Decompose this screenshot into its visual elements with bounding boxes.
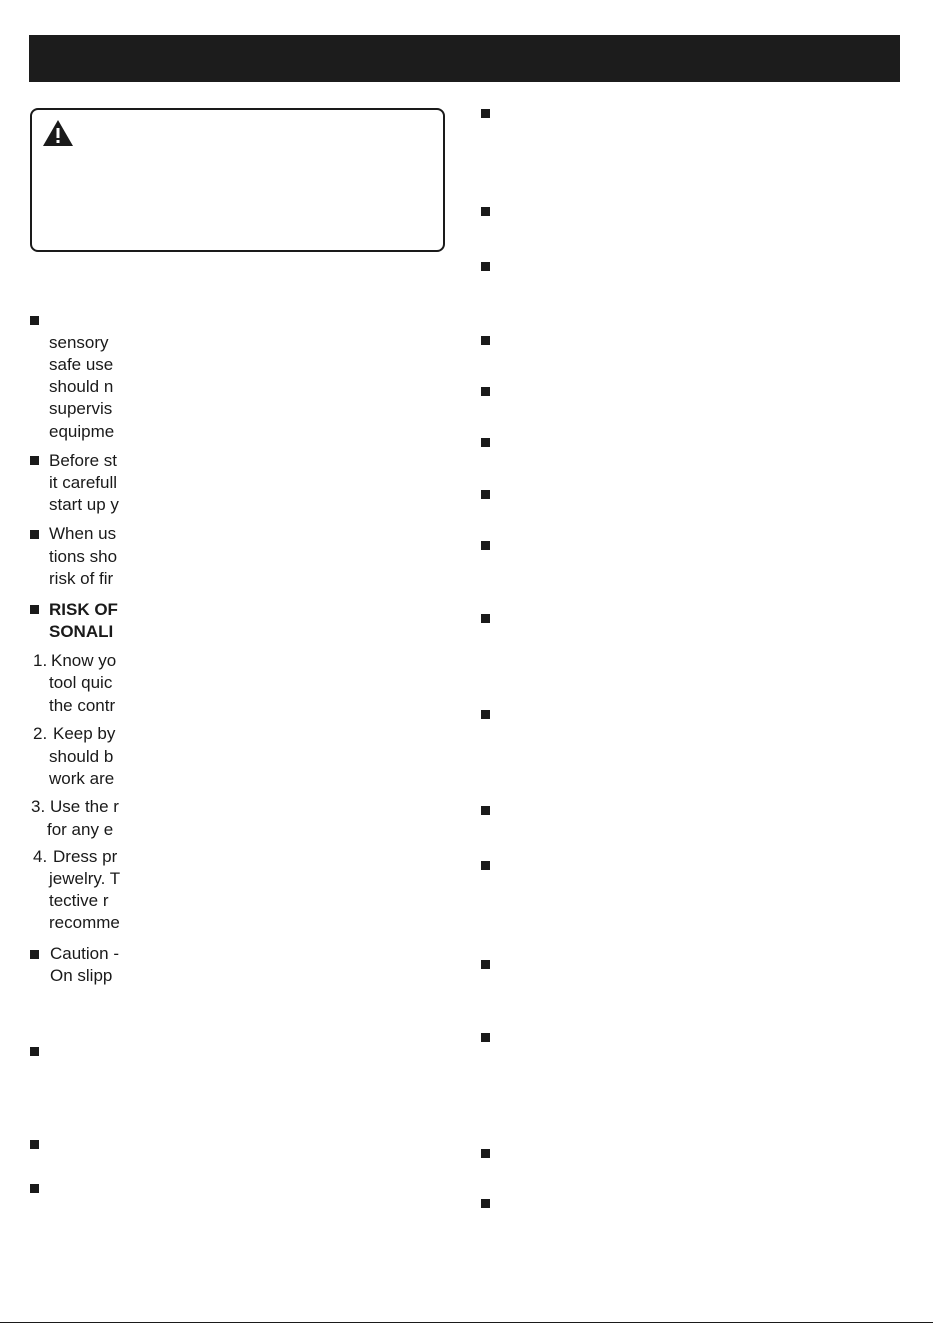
bullet-icon (30, 530, 39, 539)
bullet-icon (481, 262, 490, 271)
text-line: tool quic (49, 673, 113, 692)
bullet-icon (481, 710, 490, 719)
bullet-icon (481, 1199, 490, 1208)
text-line: Before st (49, 451, 118, 470)
header-bar (29, 35, 900, 82)
text-line: When us (49, 524, 117, 543)
text-line: equipme (49, 422, 115, 441)
text-line: safe use (49, 355, 114, 374)
warning-icon (42, 119, 74, 147)
bullet-icon (30, 950, 39, 959)
text-line: SONALI (49, 622, 114, 641)
bullet-icon (481, 1033, 490, 1042)
text-line: Use the r (50, 797, 119, 816)
bullet-icon (481, 541, 490, 550)
footer-rule (0, 1322, 933, 1323)
bullet-icon (30, 1140, 39, 1149)
bullet-icon (481, 336, 490, 345)
bullet-icon (481, 806, 490, 815)
text-line: jewelry. T (49, 869, 121, 888)
text-line: work are (49, 769, 115, 788)
text-line: the contr (49, 696, 116, 715)
bullet-icon (481, 960, 490, 969)
bullet-icon (481, 109, 490, 118)
text-line: Caution - (50, 944, 119, 963)
list-number: 2. (33, 724, 48, 743)
text-line: start up y (49, 495, 119, 514)
text-line: sensory (49, 333, 109, 352)
text-line: Dress pr (53, 847, 118, 866)
bullet-icon (30, 316, 39, 325)
bullet-icon (481, 861, 490, 870)
bullet-icon (481, 438, 490, 447)
text-line: tective r (49, 891, 109, 910)
bullet-icon (481, 387, 490, 396)
list-number: 1. (33, 651, 48, 670)
text-line: RISK OF (49, 600, 118, 619)
text-line: Know yo (51, 651, 117, 670)
text-line: for any e (47, 820, 114, 839)
bullet-icon (30, 605, 39, 614)
bullet-icon (30, 1047, 39, 1056)
text-line: supervis (49, 399, 113, 418)
bullet-icon (481, 207, 490, 216)
list-number: 3. (31, 797, 46, 816)
text-line: On slipp (50, 966, 113, 985)
bullet-icon (481, 614, 490, 623)
bullet-icon (30, 456, 39, 465)
text-line: should n (49, 377, 114, 396)
text-line: Keep by (53, 724, 116, 743)
bullet-icon (30, 1184, 39, 1193)
warning-box (30, 108, 445, 252)
text-line: recomme (49, 913, 120, 932)
bullet-icon (481, 490, 490, 499)
text-line: risk of fir (49, 569, 114, 588)
bullet-icon (481, 1149, 490, 1158)
text-line: should b (49, 747, 114, 766)
list-number: 4. (33, 847, 48, 866)
text-line: it carefull (49, 473, 118, 492)
text-line: tions sho (49, 547, 118, 566)
